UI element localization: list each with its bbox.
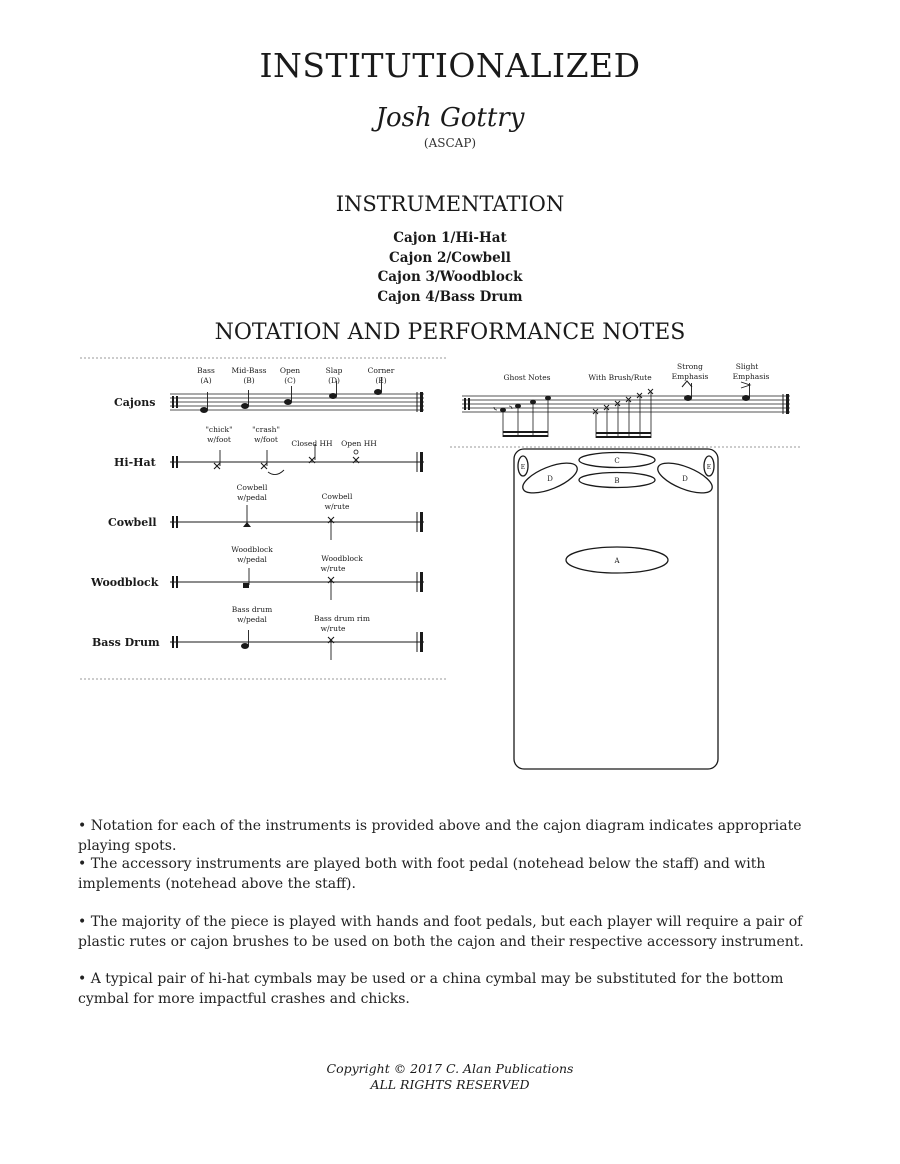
cowbell-staff — [108, 483, 424, 540]
cajon-stroke-name: Bass — [197, 366, 215, 375]
zone-label: E — [520, 464, 526, 471]
hihat-mark-label: w/foot — [207, 435, 231, 444]
woodblock-mark-label: w/pedal — [237, 555, 267, 564]
bassdrum-mark-label: w/rute — [320, 624, 346, 633]
copyright-notice — [0, 1061, 900, 1093]
zone-label: E — [706, 464, 712, 471]
note-bass-drum-pedal — [241, 643, 249, 649]
woodblock-mark-label: w/rute — [320, 564, 346, 573]
note-crash — [261, 463, 267, 469]
cajon-diagram — [514, 449, 718, 769]
articulation-label: Emphasis — [671, 372, 709, 381]
cajon-stroke-code: (B) — [243, 376, 255, 385]
note-bass — [200, 407, 208, 413]
performance-note: • Notation for each of the instruments is provided above and the cajon diagram indicates appropriate playing spots. — [78, 818, 802, 854]
cajon-stroke-code: (E) — [375, 376, 387, 385]
strong-emphasis-note — [682, 381, 692, 401]
articulation-label: Strong — [677, 362, 703, 371]
zone-label: D — [682, 475, 688, 483]
instrumentation-heading: INSTRUMENTATION — [335, 192, 565, 216]
note-cowbell-pedal — [243, 522, 251, 527]
staff-label-hihat: Hi-Hat — [114, 456, 156, 469]
hihat-mark-label: w/foot — [254, 435, 278, 444]
note-slap — [329, 393, 337, 399]
staff-lines — [462, 396, 790, 412]
instrument-item: Cajon 4/Bass Drum — [377, 288, 523, 305]
cajon-stroke-name: Slap — [325, 366, 343, 375]
instrument-item: Cajon 3/Woodblock — [377, 269, 523, 285]
staff-label-cowbell: Cowbell — [108, 516, 157, 529]
articulation-staff — [462, 362, 790, 438]
ghost-notes-group — [494, 396, 551, 437]
zone-label: C — [614, 457, 620, 465]
bassdrum-staff — [92, 605, 424, 660]
note-open — [284, 399, 292, 405]
bassdrum-mark-label: w/pedal — [237, 615, 267, 624]
articulation-label: Emphasis — [732, 372, 770, 381]
cajons-staff — [114, 366, 424, 413]
articulation-label: Ghost Notes — [503, 373, 551, 382]
instrument-item: Cajon 2/Cowbell — [389, 249, 511, 266]
woodblock-staff — [90, 545, 424, 600]
rights-line: ALL RIGHTS RESERVED — [370, 1077, 530, 1092]
woodblock-mark-label: Woodblock — [321, 554, 363, 563]
performance-note: • The accessory instruments are played both with foot pedal (notehead below the staff) and with implements (notehead above the staff). — [78, 856, 766, 892]
bassdrum-mark-label: Bass drum rim — [314, 614, 370, 623]
zone-label: A — [614, 557, 620, 565]
copyright-line: Copyright © 2017 C. Alan Publications — [326, 1061, 574, 1076]
performance-note: • A typical pair of hi-hat cymbals may be used or a china cymbal may be substituted for the bottom cymbal for more impactful crashes and chicks. — [78, 971, 784, 1007]
note-mid-bass — [241, 403, 249, 409]
note-woodblock-pedal — [243, 583, 249, 588]
hihat-mark-label: "crash" — [252, 425, 280, 434]
cajon-stroke-name: Corner — [367, 366, 395, 375]
note-corner — [374, 389, 382, 395]
staff-label-cajons: Cajons — [114, 396, 156, 409]
composer-name: Josh Gottry — [375, 103, 525, 133]
cajon-stroke-name: Mid-Bass — [231, 366, 267, 375]
zone-label: D — [547, 475, 553, 483]
slight-emphasis-note — [741, 382, 750, 401]
staff-label-woodblock: Woodblock — [91, 576, 159, 589]
cowbell-mark-label: w/pedal — [237, 493, 267, 502]
woodblock-mark-label: Woodblock — [231, 545, 273, 554]
cajon-stroke-code: (D) — [328, 376, 340, 385]
cajon-stroke-name: Open — [279, 366, 301, 375]
cowbell-mark-label: Cowbell — [321, 492, 353, 501]
cowbell-mark-label: Cowbell — [236, 483, 268, 492]
composer-affiliation: (ASCAP) — [423, 136, 477, 150]
staff-lines — [170, 394, 424, 410]
hihat-mark-label: Closed HH — [291, 439, 333, 448]
zone-label: B — [614, 477, 620, 485]
notation-heading: NOTATION AND PERFORMANCE NOTES — [214, 320, 686, 345]
cowbell-mark-label: w/rute — [324, 502, 350, 511]
instrument-item: Cajon 1/Hi-Hat — [393, 230, 507, 246]
bassdrum-mark-label: Bass drum — [231, 605, 273, 614]
cajon-outline — [514, 449, 718, 769]
staff-label-bassdrum: Bass Drum — [92, 636, 160, 649]
hihat-mark-label: Open HH — [341, 439, 377, 448]
performance-note: • The majority of the piece is played with hands and foot pedals, but each player will require a pair of plastic rutes or cajon brushes to be used on both the cajon and their respective accessory instrument. — [78, 914, 804, 950]
cajon-stroke-code: (C) — [284, 376, 296, 385]
note-chick — [214, 463, 220, 469]
hihat-staff — [114, 425, 424, 475]
articulation-label: Slight — [735, 362, 759, 371]
piece-title: INSTITUTIONALIZED — [259, 46, 641, 85]
articulation-label: With Brush/Rute — [588, 373, 652, 382]
cajon-stroke-code: (A) — [200, 376, 212, 385]
hihat-mark-label: "chick" — [205, 425, 233, 434]
